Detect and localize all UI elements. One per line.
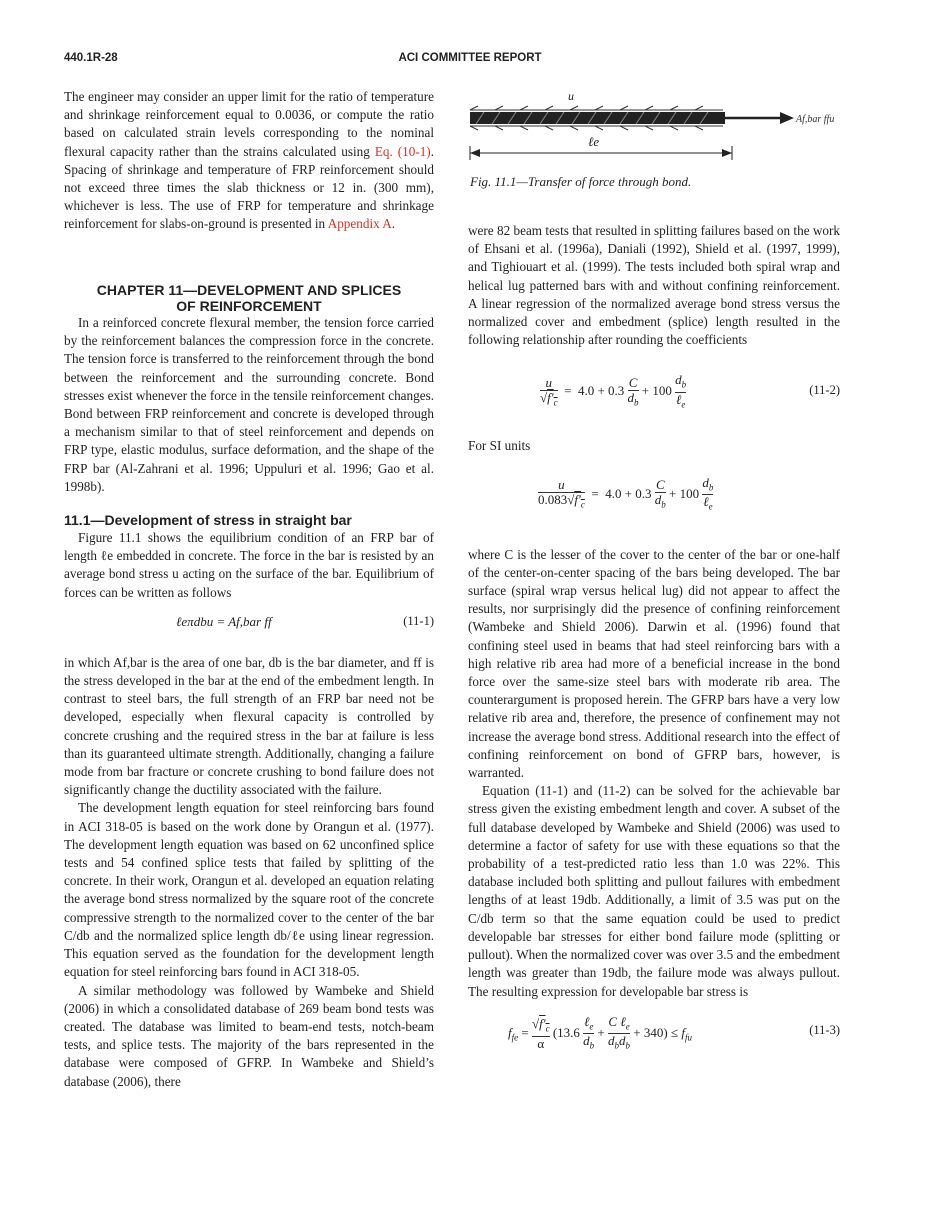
paragraph: Equation (11-1) and (11-2) can be solved for the achievable bar stress given the existing embedment length and cover. A subset of the full database developed by Wambeke and Shield (2006) was used to determine a factor of safety for use with these equations so that the probability of a test-predicted ratio less than 1.0 was 22%. This database included both splitting and pullout failures with embedment lengths of at least 19db. Additionally, a limit of 3.5 was put on the C/db term so that the same equation could be used to predict developable bar stresses for either bond failure mode (splitting or pullout). When the normalized cover was over 3.5 and the embedment length was greater than 19db, the failure mode was always pullout. The resulting expression for developable bar stress is xyxy=(468,783,840,999)
figure-caption: Fig. 11.1—Transfer of force through bond. xyxy=(470,174,692,189)
force-label: Af,bar ffu xyxy=(796,114,835,125)
bar-bond-diagram xyxy=(468,88,840,168)
paragraph: Figure 11.1 shows the equilibrium condition of an FRP bar of length ℓe embedded in concrete. The force in the bar is resisted by an average bond stress u acting on the surface of the bar. Equilibrium of forces can be written as follows xyxy=(64,530,434,600)
eq-10-1-link[interactable]: Eq. (10-1) xyxy=(374,143,431,159)
paragraph: The engineer may consider an upper limit for the ratio of temperature and shrinkage reinforcement equal to 0.0036, or compute the ratio based on calculated strain levels corresponding to the nominal flexural capacity rather than the strains calculated using Eq. (10-1). Spacing of shrinkage and temperature of FRP reinforcement should not exceed three times the slab thickness or 12 in. (300 mm), whichever is less. The use of FRP for temperature and shrinkage reinforcement for slabs-on-ground is presented in Appendix A. xyxy=(64,89,434,232)
bond-stress-label: u xyxy=(568,89,574,103)
running-title: ACI COMMITTEE REPORT xyxy=(398,52,542,64)
equation-11-1 xyxy=(64,612,434,654)
paragraph: The development length equation for steel reinforcing bars found in ACI 318-05 is based on the work done by Orangun et al. (1977). The development length equation was based on 62 unconfined splice tests and 54 confined splice tests that failed by splitting of the concrete. In their work, Orangun et al. developed an equation relating the average bond stress normalized by the square root of the concrete compressive strength to the normalized cover to the center of the bar C/db and the normalized splice length db/ℓe using linear regression. This equation served as the foundation for the development length equation for steel reinforcing bars found in ACI 318-05. xyxy=(64,800,434,980)
equation-body: ℓeπdbu = Af,bar ff xyxy=(176,613,272,629)
equation-number: (11-3) xyxy=(809,1022,840,1037)
equation-number: (11-2) xyxy=(809,383,840,398)
page-header xyxy=(64,52,876,68)
embedment-length-label: ℓe xyxy=(588,134,600,149)
equation-11-3 xyxy=(468,1015,840,1065)
right-column xyxy=(468,88,840,1065)
equation-body: $f_{fe}$ = $\frac{√f'_c}{\alpha}$ (13.6 $\frac{\ell_e}{d_b}$ + $\frac{C \ell_e}{d_bd_b}$ + $340) \le f_{fu}$ xyxy=(508,1013,692,1051)
section-heading: 11.1—Development of stress in straight bar xyxy=(64,512,352,529)
paragraph: In a reinforced concrete flexural member, the tension force carried by the reinforcement balances the compression force in the concrete. The tension force is transferred to the reinforcement through the bond between the reinforcement and the surrounding concrete. Bond stresses exist whenever the force in the tensile reinforcement changes. Bond between FRP reinforcement and concrete is developed through a mechanism similar to that of steel reinforcement and depends on FRP type, elastic modulus, surface deformation, and the shape of the FRP bar (Al-Zahrani et al. 1996; Uppuluri et al. 1996; Gao et al. 1998b). xyxy=(64,315,434,494)
paragraph: where C is the lesser of the cover to the center of the bar or one-half of the center-on-center spacing of the bars being developed. The bar surface (spiral wrap versus helical lug) did not appear to affect the results, nor surprisingly did the presence of confining reinforcement (Wambeke and Shield 2006). Darwin et al. (1996) found that confining steel used in beams that had steel reinforcing bars with a high relative rib area had more of a beneficial increase in the bond force over the same-size steel bars with moderate rib area. The counterargument is proposed herein. The GFRP bars have a very low relative rib area and, therefore, the presence of confinement may not increase the average bond stress. Additional research into the effect of confining reinforcement on bond of GFRP bars, however, is warranted. xyxy=(468,546,840,781)
equation-body: $\frac{u}{√f'_c}$ = 4.0 + 0.3 $\frac{C}{d_b}$ + 100 $\frac{d_b}{\ell_e}$ xyxy=(540,372,687,410)
force-arrowhead xyxy=(780,112,794,124)
paragraph: were 82 beam tests that resulted in splitting failures based on the work of Ehsani et al. (1996a), Daniali (1992), Shield et al. (1997, 1999), and Tighiouart et al. (1999). The tests included both spiral wrap and helical lug patterned bars with and without confining reinforcement. A linear regression of the normalized average bond stress versus the normalized cover and embedment (splice) length resulted in the following relationship after rounding the coefficients xyxy=(468,223,840,348)
paragraph: in which Af,bar is the area of one bar, db is the bar diameter, and ff is the stress developed in the bar at the end of the embedment length. In contrast to steel bars, the full strength of an FRP bar need not be developed, especially when flexural capacity is controlled by concrete crushing and the required stress in the bar at failure is less than its guaranteed ultimate strength. Additionally, changing a failure mode from bar fracture or concrete crushing to bond failure does not significantly change the ductility associated with the failure. xyxy=(64,654,434,798)
paragraph: A similar methodology was followed by Wambeke and Shield (2006) in which a consolidated database of 269 beam bond tests was created. The database was limited to beam-end tests, notch-beam tests, and splice tests. The majority of the bars represented in the database were composed of GFRP. In Wambeke and Shield’s database (2006), there xyxy=(64,982,434,1089)
equation-number: (11-1) xyxy=(403,613,434,628)
left-column xyxy=(64,88,434,1091)
page-number: 440.1R-28 xyxy=(64,52,118,64)
chapter-heading: CHAPTER 11—DEVELOPMENT AND SPLICES OF REINFORCEMENT xyxy=(96,282,402,314)
equation-si xyxy=(468,476,840,546)
appendix-a-link[interactable]: Appendix A xyxy=(327,216,392,232)
frp-bar xyxy=(470,112,725,124)
si-units-label: For SI units xyxy=(468,438,531,454)
equation-body: $\frac{u}{0.083√f'_c}$ = 4.0 + 0.3 $\frac{C}{d_b}$ + 100 $\frac{d_b}{\ell_e}$ xyxy=(538,474,714,512)
figure-11-1 xyxy=(468,88,840,198)
equation-11-2 xyxy=(468,373,840,437)
